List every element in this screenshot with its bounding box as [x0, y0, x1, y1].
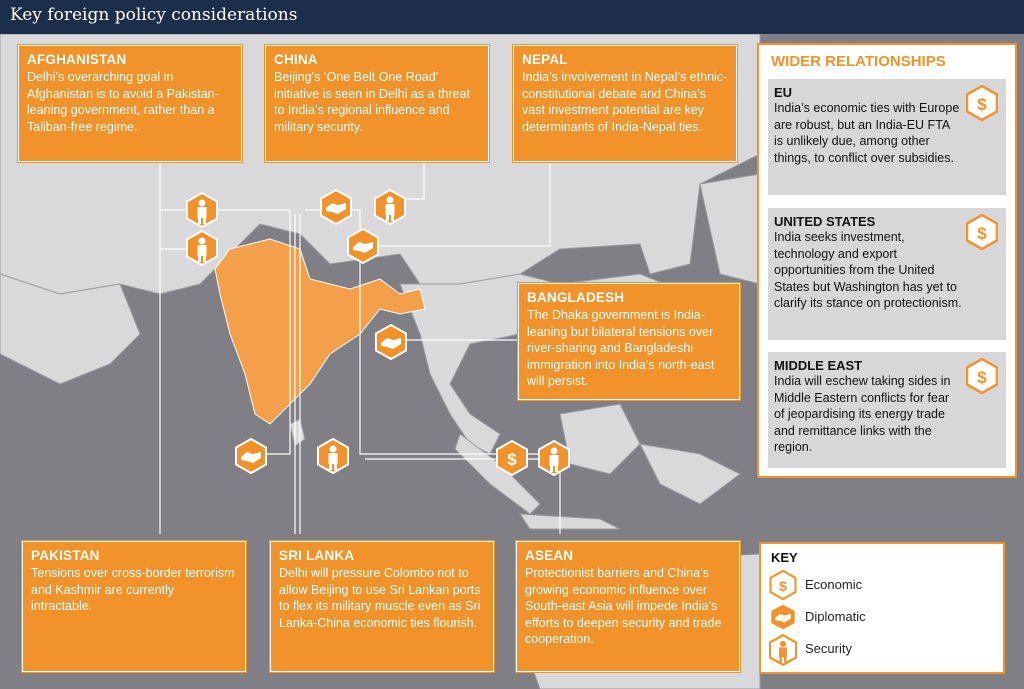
- security-icon-afghanistan: [187, 193, 217, 227]
- economic-icon: [966, 358, 998, 394]
- svg-text:$: $: [977, 224, 987, 243]
- relationship-title: EU: [774, 85, 793, 100]
- card-title: NEPAL: [522, 52, 568, 67]
- header-bar: [0, 0, 1024, 34]
- security-icon-srilanka: [318, 439, 348, 473]
- card-text: Delhi will pressure Colombo not to allow Beijing to use Sri Lankan ports to flex its military muscle even as Sri Lanka-China economic ties flourish.: [279, 566, 481, 630]
- card-text: Beijing’s ‘One Belt One Road’ initiative is seen in Delhi as a threat to India’s regional influence and military security.: [274, 70, 470, 134]
- card-text: Tensions over cross-border terrorism and Kashmir are currently intractable.: [31, 566, 235, 613]
- card-sri-lanka: [270, 541, 494, 672]
- land-sumatra: [455, 434, 540, 514]
- diplomatic-icon-bangladesh: [376, 325, 406, 359]
- diplomatic-icon-srilanka: [236, 439, 266, 473]
- key-label-security: Security: [805, 641, 852, 656]
- card-text: India’s involvement in Nepal’s ethnic-constitutional debate and China’s vast investment potential are key determinants of India-Nepal ties.: [522, 70, 728, 134]
- security-icon-asean: [539, 441, 569, 475]
- card-title: CHINA: [274, 52, 318, 67]
- relationship-eu: [768, 79, 1006, 195]
- relationship-text: India will eschew taking sides in Middle Eastern conflicts for fear of jeopardising its energy trade and remittance links with the region.: [774, 374, 951, 454]
- security-icon-pakistan: [187, 231, 217, 265]
- relationship-middle-east: [768, 352, 1006, 468]
- relationship-title: MIDDLE EAST: [774, 358, 863, 373]
- key-title: KEY: [771, 550, 798, 565]
- card-china: [265, 45, 489, 162]
- card-title: AFGHANISTAN: [27, 52, 127, 67]
- card-pakistan: [22, 541, 246, 672]
- page-title: Key foreign policy considerations: [10, 5, 298, 25]
- economic-icon-asean: [497, 441, 527, 475]
- relationship-united-states: [768, 208, 1006, 340]
- card-afghanistan: [18, 45, 242, 162]
- land-japan: [700, 174, 760, 284]
- land-sri-lanka: [290, 419, 305, 446]
- land-new-guinea: [640, 444, 740, 504]
- card-asean: [516, 541, 740, 672]
- economic-icon: [966, 214, 998, 250]
- wider-relationships-panel: [757, 43, 1017, 478]
- card-title: SRI LANKA: [279, 548, 355, 563]
- diplomatic-icon-nepal: [348, 229, 378, 263]
- security-icon-china: [375, 190, 405, 224]
- key-row-economic: [769, 570, 969, 600]
- card-title: PAKISTAN: [31, 548, 100, 563]
- card-text: The Dhaka government is India-leaning but bilateral tensions over river-sharing and Bangladeshi immigration into India’s north-east will persist.: [527, 308, 715, 388]
- legend-key: [759, 542, 1005, 674]
- economic-icon: [769, 570, 797, 600]
- relationship-text: India seeks investment, technology and export opportunities from the United States but Washington has yet to clarify its stance on protectionism.: [774, 230, 962, 310]
- land-java: [520, 514, 620, 529]
- card-text: Protectionist barriers and China’s growing economic influence over South-east Asia will impede India’s efforts to deepen security and trade cooperation.: [525, 566, 722, 646]
- card-title: BANGLADESH: [527, 290, 625, 305]
- card-title: ASEAN: [525, 548, 574, 563]
- card-nepal: [513, 45, 737, 162]
- economic-icon: [966, 85, 998, 121]
- wider-title: WIDER RELATIONSHIPS: [771, 53, 946, 70]
- key-label-economic: Economic: [805, 577, 863, 592]
- card-text: Delhi’s overarching goal in Afghanistan is to avoid a Pakistan-leaning government, rather than a Taliban-free regime.: [27, 70, 219, 134]
- soldier-icon: [769, 634, 797, 666]
- handshake-icon: [769, 602, 797, 632]
- svg-text:$: $: [507, 450, 517, 469]
- svg-text:$: $: [977, 95, 987, 114]
- relationship-title: UNITED STATES: [774, 214, 876, 229]
- key-row-security: [769, 634, 969, 664]
- svg-text:$: $: [779, 578, 787, 595]
- land-borneo: [560, 404, 640, 474]
- key-row-diplomatic: [769, 602, 969, 632]
- diplomatic-icon-china: [321, 190, 351, 224]
- card-bangladesh: [518, 283, 740, 400]
- key-label-diplomatic: Diplomatic: [805, 609, 866, 624]
- relationship-text: India’s economic ties with Europe are robust, but an India-EU FTA is unlikely due, among other things, to conflict over subsidies.: [774, 101, 960, 165]
- svg-text:$: $: [977, 368, 987, 387]
